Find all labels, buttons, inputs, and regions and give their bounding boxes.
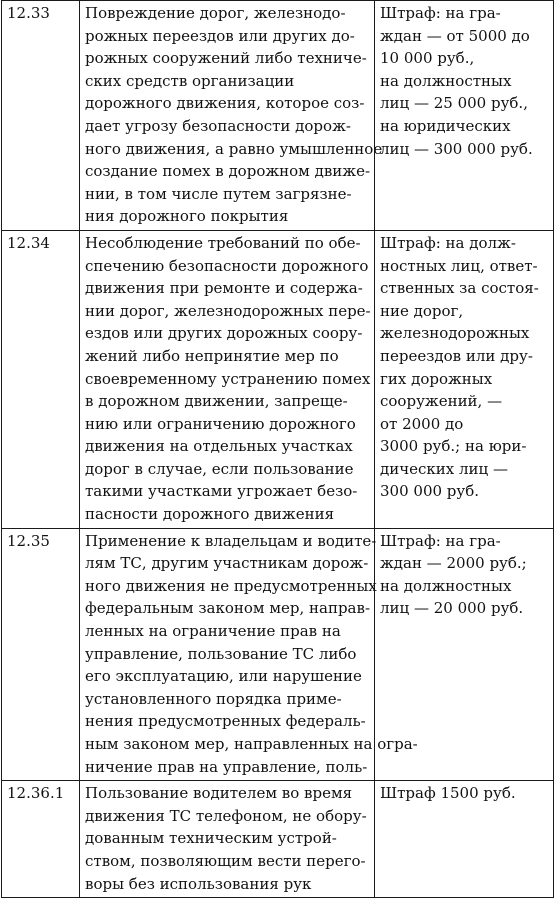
description-line: Несоблюдение требований по обе- [85,233,361,252]
fines-table [1,0,554,898]
description-line: пасности дорожного движения [85,505,335,524]
offense-description [80,528,418,781]
offense-description [80,1,383,231]
table-row [2,230,554,528]
penalty-line: от 2000 до [380,414,464,433]
description-line: Повреждение дорог, железнодо- [85,4,346,22]
penalty [375,1,554,231]
description-line: ездов или других дорожных соору- [85,324,363,343]
description-line: его эксплуатацию, или нарушение [85,667,362,686]
description-line: нию или ограничению дорожного [85,414,356,433]
description-line: ного движения не предусмотренных [85,576,377,595]
penalty-line: железнодорожных [380,324,530,343]
description-line: ленных на ограничение прав на [85,622,341,641]
description-line: ских средств организации [85,71,295,90]
penalty-line: 3000 руб.; на юри- [380,437,527,456]
description-line: рожных переездов или других до- [85,26,355,45]
penalty-line: лиц — 25 000 руб., [380,94,528,113]
penalty-line: 10 000 руб., [380,49,475,68]
description-line: спечению безопасности дорожного [85,256,369,275]
offense-description [80,781,375,898]
penalty [375,230,554,528]
penalty-line: Штраф: на гра- [380,531,501,550]
description-line: жений либо непринятие мер по [85,346,339,365]
penalty-line: переездов или дру- [380,346,533,365]
penalty-line: ственных за состоя- [380,279,539,298]
description-line: дорог в случае, если пользование [85,459,354,478]
table-row [2,528,554,781]
description-line: нии, в том числе путем загрязне- [85,184,352,203]
penalty-line: ждан — от 5000 до [380,26,530,45]
penalty-line: ждан — 2000 руб.; [380,554,527,573]
description-line: в дорожном движении, запреще- [85,392,348,411]
article-number: 12.35 [2,528,80,781]
article-number: 12.36.1 [2,781,80,898]
description-line: лям ТС, другим участникам дорож- [85,554,369,573]
description-line: рожных сооружений либо техниче- [85,49,367,68]
penalty-line: Штраф 1500 руб. [380,784,516,803]
penalty-line: Штраф: на гра- [380,4,501,22]
penalty-line: 300 000 руб. [380,482,480,501]
penalty-line: гих дорожных [380,369,493,388]
description-line: дорожного движения, которое соз- [85,94,365,113]
description-line: движения на отдельных участках [85,437,353,456]
table-row [2,781,554,898]
description-line: нения предусмотренных федераль- [85,712,366,731]
description-line: дованным техническим устрой- [85,829,337,848]
penalty-line: лиц — 300 000 руб. [380,139,533,158]
description-line: ного движения, а равно умышленное [85,139,383,158]
description-line: такими участками угрожает безо- [85,482,358,501]
penalty [375,781,554,898]
description-line: управление, пользование ТС либо [85,644,357,663]
description-line: создание помех в дорожном движе- [85,162,371,181]
description-line: федеральным законом мер, направ- [85,599,371,618]
description-line: своевременному устранению помех [85,369,371,388]
article-number: 12.34 [2,230,80,528]
penalty-line: на юридических [380,116,511,135]
description-line: воры без использования рук [85,874,312,893]
description-line: Применение к владельцам и водите- [85,531,377,550]
offense-description [80,230,375,528]
article-number: 12.33 [2,1,80,231]
description-line: движения ТС телефоном, не обору- [85,806,367,825]
description-line: ным законом мер, направленных на огра- [85,735,418,753]
penalty-line: ностных лиц, ответ- [380,256,538,275]
description-line: дает угрозу безопасности дорож- [85,116,351,135]
description-line: установленного порядка приме- [85,689,342,708]
description-line: ничение прав на управление, поль- [85,757,368,776]
penalty-line: на должностных [380,71,512,90]
table-row [2,1,554,231]
penalty-line: лиц — 20 000 руб. [380,599,524,618]
description-line: нии дорог, железнодорожных пере- [85,301,371,320]
description-line: движения при ремонте и содержа- [85,279,363,298]
penalty-line: дических лиц — [380,459,508,478]
penalty-line: на должностных [380,576,512,595]
penalty-line: Штраф: на долж- [380,233,516,252]
description-line: Пользование водителем во время [85,784,353,803]
description-line: ния дорожного покрытия [85,207,289,226]
description-line: ством, позволяющим вести перего- [85,851,366,870]
penalty-line: ние дорог, [380,301,464,320]
penalty-line: сооружений, — [380,392,503,411]
